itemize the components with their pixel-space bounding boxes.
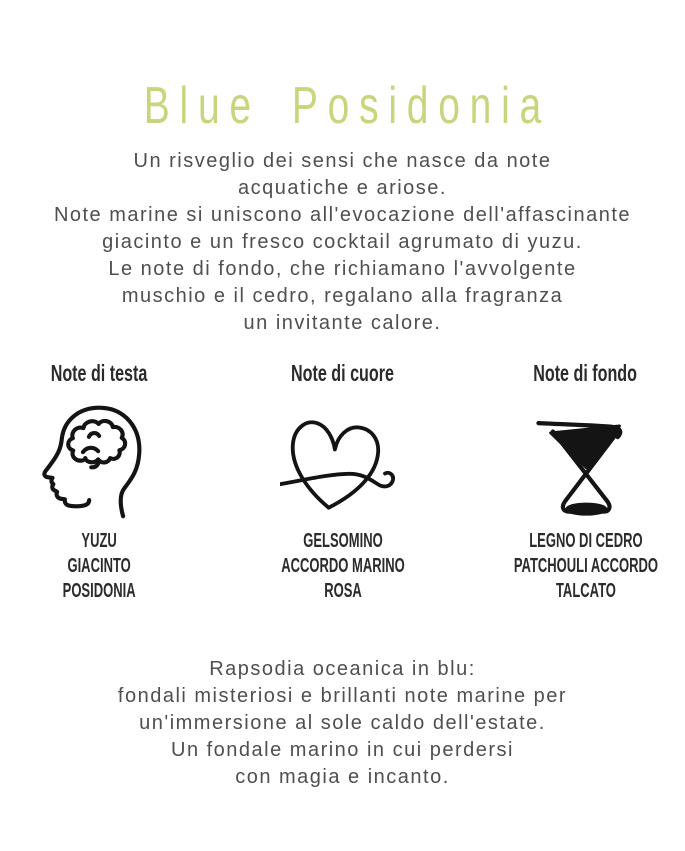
note-item: GIACINTO xyxy=(67,555,132,577)
intro-line: Le note di fondo, che richiamano l'avvolgente xyxy=(108,258,577,280)
page-title: Blue Posidonia xyxy=(143,77,551,135)
outro-line: con magia e incanto. xyxy=(235,766,450,788)
intro-line: Note marine si uniscono all'evocazione dell'affascinante xyxy=(53,204,632,226)
note-item: YUZU xyxy=(81,530,118,552)
fragrance-notes-section xyxy=(0,359,685,604)
heart-scribble-icon xyxy=(280,393,406,525)
note-item: LEGNO DI CEDRO xyxy=(528,530,643,552)
base-notes-column xyxy=(488,359,683,604)
outro-paragraph xyxy=(0,656,685,791)
intro-line: Un risveglio dei sensi che nasce da note xyxy=(133,150,552,172)
top-notes-list xyxy=(43,529,155,604)
heart-notes-list xyxy=(248,529,438,604)
note-item: TALCATO xyxy=(555,580,616,602)
top-notes-header: Note di testa xyxy=(51,360,148,386)
intro-line: muschio e il cedro, regalano alla fragranza xyxy=(121,285,564,307)
note-item: ROSA xyxy=(323,580,362,602)
base-notes-header: Note di fondo xyxy=(533,360,638,386)
intro-paragraph xyxy=(0,148,685,337)
base-notes-list xyxy=(475,529,685,604)
note-item: POSIDONIA xyxy=(63,580,136,602)
outro-line: un'immersione al sole caldo dell'estate. xyxy=(139,712,546,734)
head-brain-icon xyxy=(40,393,160,525)
cocktail-glass-icon xyxy=(531,393,641,525)
note-item: GELSOMINO xyxy=(302,530,383,552)
top-notes-column xyxy=(2,359,197,604)
heart-notes-column xyxy=(218,359,468,604)
heart-notes-header: Note di cuore xyxy=(291,360,394,386)
outro-line: Rapsodia oceanica in blu: xyxy=(209,658,476,680)
intro-line: un invitante calore. xyxy=(243,312,442,334)
outro-line: Un fondale marino in cui perdersi xyxy=(171,739,514,761)
outro-line: fondali misteriosi e brillanti note marine per xyxy=(117,685,568,707)
note-item: PATCHOULI ACCORDO xyxy=(513,555,658,577)
intro-line: acquatiche e ariose. xyxy=(237,177,447,199)
intro-line: giacinto e un fresco cocktail agrumato di yuzu. xyxy=(102,231,583,253)
note-item: ACCORDO MARINO xyxy=(280,555,405,577)
